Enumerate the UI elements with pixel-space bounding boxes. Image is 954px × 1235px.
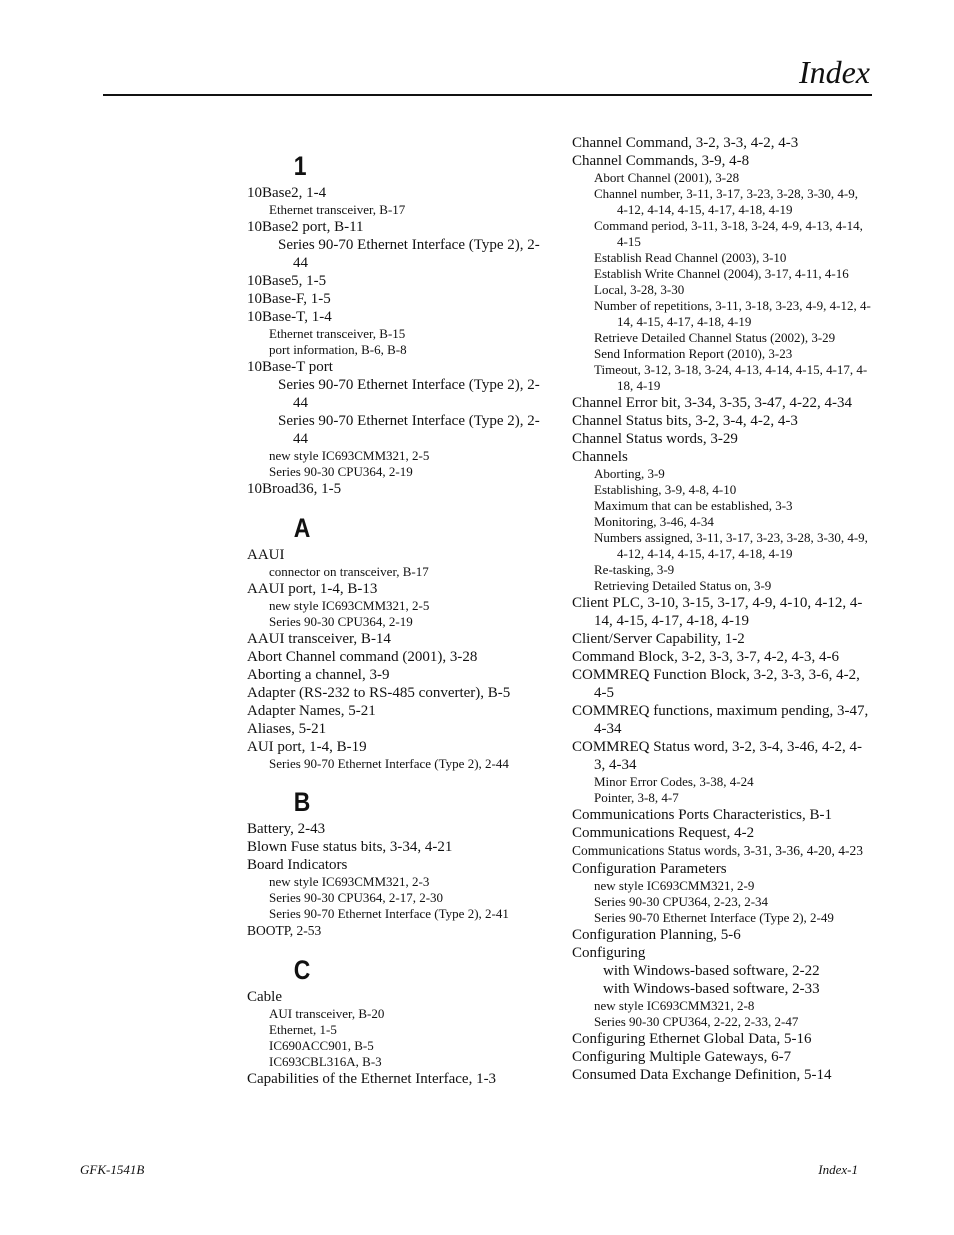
index-subentry: Numbers assigned, 3-11, 3-17, 3-23, 3-28, 3-30, 4-9, 4-12, 4-14, 4-15, 4-17, 4-18, 4-19 <box>594 530 868 561</box>
index-subentry: Aborting, 3-9 <box>594 466 665 481</box>
index-entry: 10Base2 port, B-11 <box>247 219 364 235</box>
index-entry: 10Base2, 1-4 <box>247 185 327 201</box>
index-subentry: Establish Read Channel (2003), 3-10 <box>594 250 787 265</box>
index-entry: Cable <box>247 989 282 1005</box>
index-subentry: Establish Write Channel (2004), 3-17, 4-11, 4-16 <box>594 266 849 281</box>
index-entry: Client PLC, 3-10, 3-15, 3-17, 4-9, 4-10, 4-12, 4-14, 4-15, 4-17, 4-18, 4-19 <box>572 595 863 629</box>
index-subentry: Series 90-30 CPU364, 2-22, 2-33, 2-47 <box>594 1014 799 1029</box>
index-entry: Configuring Ethernet Global Data, 5-16 <box>572 1031 812 1047</box>
index-entry: Aliases, 5-21 <box>247 721 327 737</box>
index-subentry: Minor Error Codes, 3-38, 4-24 <box>594 774 754 789</box>
index-subentry: Maximum that can be established, 3-3 <box>594 498 793 513</box>
index-subentry: Local, 3-28, 3-30 <box>594 282 685 297</box>
index-subentry: Channel number, 3-11, 3-17, 3-23, 3-28, 3-30, 4-9, 4-12, 4-14, 4-15, 4-17, 4-18, 4-19 <box>594 186 859 217</box>
index-subentry: Series 90-30 CPU364, 2-19 <box>269 614 413 629</box>
title-rule <box>103 94 872 96</box>
index-entry: 10Base-F, 1-5 <box>247 291 331 307</box>
index-entry: AUI port, 1-4, B-19 <box>247 739 367 755</box>
index-subentry: connector on transceiver, B-17 <box>269 564 429 579</box>
index-subentry: Send Information Report (2010), 3-23 <box>594 346 793 361</box>
section-heading: B <box>293 787 311 817</box>
index-subentry: Series 90-70 Ethernet Interface (Type 2), 2-44 <box>269 756 509 771</box>
index-entry: AAUI transceiver, B-14 <box>247 631 391 647</box>
index-subentry: new style IC693CMM321, 2-3 <box>269 874 430 889</box>
index-entry: Consumed Data Exchange Definition, 5-14 <box>572 1067 832 1083</box>
index-subentry: AUI transceiver, B-20 <box>269 1006 385 1021</box>
index-entry: Configuration Planning, 5-6 <box>572 927 741 943</box>
index-subentry: Series 90-70 Ethernet Interface (Type 2), 2-41 <box>269 906 509 921</box>
index-entry: Channel Status bits, 3-2, 3-4, 4-2, 4-3 <box>572 413 798 429</box>
index-subentry: Abort Channel (2001), 3-28 <box>594 170 740 185</box>
index-subentry: new style IC693CMM321, 2-5 <box>269 598 430 613</box>
index-subentry: Ethernet transceiver, B-17 <box>269 202 406 217</box>
index-subentry: Series 90-30 CPU364, 2-17, 2-30 <box>269 890 444 905</box>
index-subentry: Series 90-70 Ethernet Interface (Type 2), 2-44 <box>278 413 540 447</box>
index-entry: Configuration Parameters <box>572 861 727 877</box>
index-entry: Channel Error bit, 3-34, 3-35, 3-47, 4-22, 4-34 <box>572 395 852 411</box>
index-subentry: Pointer, 3-8, 4-7 <box>594 790 679 805</box>
index-subentry: IC690ACC901, B-5 <box>269 1038 374 1053</box>
index-entry: Communications Status words, 3-31, 3-36, 4-20, 4-23 <box>572 843 863 858</box>
index-entry: Battery, 2-43 <box>247 821 326 837</box>
section-heading: A <box>293 513 311 543</box>
index-subentry: Command period, 3-11, 3-18, 3-24, 4-9, 4-13, 4-14, 4-15 <box>594 218 863 249</box>
index-subentry: with Windows-based software, 2-33 <box>603 981 820 997</box>
index-entry: Blown Fuse status bits, 3-34, 4-21 <box>247 839 453 855</box>
index-subentry: Establishing, 3-9, 4-8, 4-10 <box>594 482 737 497</box>
index-entry: Adapter Names, 5-21 <box>247 703 376 719</box>
index-entry: Abort Channel command (2001), 3-28 <box>247 649 478 665</box>
index-entry: BOOTP, 2-53 <box>247 923 322 938</box>
index-entry: Communications Ports Characteristics, B-1 <box>572 807 832 823</box>
index-entry: 10Base-T port <box>247 359 333 375</box>
index-subentry: Ethernet transceiver, B-15 <box>269 326 406 341</box>
index-entry: Adapter (RS-232 to RS-485 converter), B-5 <box>247 685 511 701</box>
index-subentry: Timeout, 3-12, 3-18, 3-24, 4-13, 4-14, 4-15, 4-17, 4-18, 4-19 <box>594 362 868 393</box>
index-entry: COMMREQ Function Block, 3-2, 3-3, 3-6, 4-2, 4-5 <box>572 667 860 701</box>
index-entry: Channel Status words, 3-29 <box>572 431 738 447</box>
index-subentry: Series 90-70 Ethernet Interface (Type 2), 2-44 <box>278 237 540 271</box>
index-subentry: Ethernet, 1-5 <box>269 1022 337 1037</box>
index-entry: 10Base-T, 1-4 <box>247 309 332 325</box>
index-entry: COMMREQ Status word, 3-2, 3-4, 3-46, 4-2, 4-3, 4-34 <box>572 739 862 773</box>
index-subentry: IC693CBL316A, B-3 <box>269 1054 382 1069</box>
index-column-right <box>572 134 872 1084</box>
index-subentry: Retrieving Detailed Status on, 3-9 <box>594 578 772 593</box>
index-entry: Board Indicators <box>247 857 348 873</box>
index-entry: AAUI port, 1-4, B-13 <box>247 581 378 597</box>
index-entry: COMMREQ functions, maximum pending, 3-47, 4-34 <box>572 703 869 737</box>
index-subentry: Series 90-70 Ethernet Interface (Type 2), 2-49 <box>594 910 834 925</box>
index-entry: Channel Commands, 3-9, 4-8 <box>572 153 750 169</box>
index-subentry: Retrieve Detailed Channel Status (2002), 3-29 <box>594 330 836 345</box>
footer-page-number: Index-1 <box>818 1162 858 1177</box>
index-entry: Configuring Multiple Gateways, 6-7 <box>572 1049 792 1065</box>
index-subentry: Series 90-30 CPU364, 2-19 <box>269 464 413 479</box>
index-entry: Channels <box>572 449 628 465</box>
index-subentry: Series 90-30 CPU364, 2-23, 2-34 <box>594 894 769 909</box>
index-entry: 10Base5, 1-5 <box>247 273 327 289</box>
section-heading: C <box>293 955 311 985</box>
index-subentry: new style IC693CMM321, 2-9 <box>594 878 755 893</box>
index-entry: Configuring <box>572 945 646 961</box>
index-entry: Aborting a channel, 3-9 <box>247 667 390 683</box>
index-subentry: Number of repetitions, 3-11, 3-18, 3-23, 4-9, 4-12, 4-14, 4-15, 4-17, 4-18, 4-19 <box>594 298 871 329</box>
index-entry: Client/Server Capability, 1-2 <box>572 631 745 647</box>
index-subentry: port information, B-6, B-8 <box>269 342 407 357</box>
section-heading: 1 <box>293 151 307 181</box>
index-entry: Command Block, 3-2, 3-3, 3-7, 4-2, 4-3, 4-6 <box>572 649 840 665</box>
page-title: Index <box>798 54 870 90</box>
index-subentry: Re-tasking, 3-9 <box>594 562 675 577</box>
index-entry: 10Broad36, 1-5 <box>247 481 342 497</box>
index-subentry: with Windows-based software, 2-22 <box>603 963 820 979</box>
index-entry: AAUI <box>247 547 285 563</box>
index-subentry: new style IC693CMM321, 2-8 <box>594 998 755 1013</box>
index-subentry: new style IC693CMM321, 2-5 <box>269 448 430 463</box>
footer-document-number: GFK-1541B <box>80 1162 145 1177</box>
index-column-left <box>247 150 542 1088</box>
index-subentry: Monitoring, 3-46, 4-34 <box>594 514 714 529</box>
index-subentry: Series 90-70 Ethernet Interface (Type 2), 2-44 <box>278 377 540 411</box>
index-entry: Communications Request, 4-2 <box>572 825 755 841</box>
index-entry: Channel Command, 3-2, 3-3, 4-2, 4-3 <box>572 135 799 151</box>
index-entry: Capabilities of the Ethernet Interface, 1-3 <box>247 1071 497 1087</box>
